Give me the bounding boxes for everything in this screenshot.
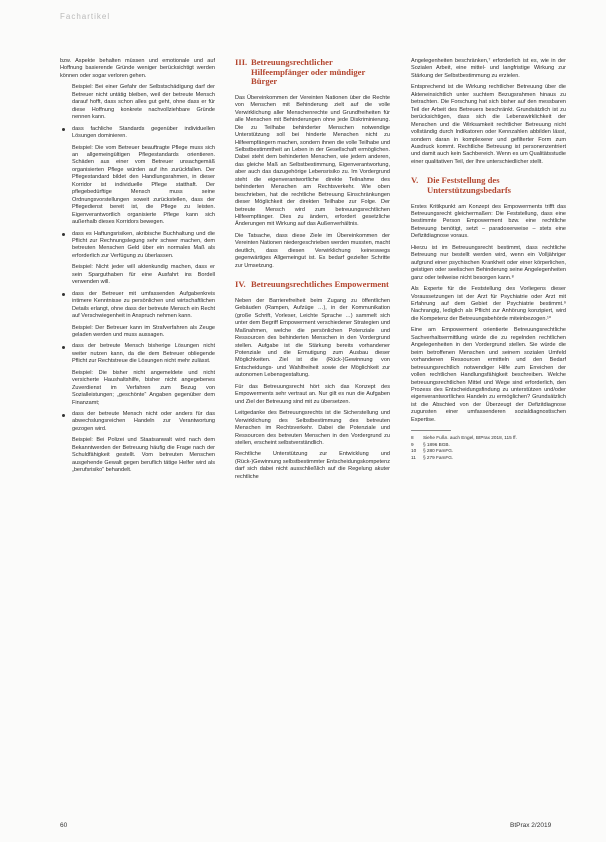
footnote [411,455,566,462]
footnote-text: § 280 FamFG. [423,448,454,454]
paragraph: Eine am Empowerment orientierte Betreuungsrechtliche Sachverhaltsermittlung würde die zu regelnden rechtlichen Angelegenheiten in den Vordergrund stellen. Sie würde die beim betroffenen Menschen und seinem sozialen Umfeld vorhandenen Ressourcen ermitteln und den Bedarf betreuungsrechtlich notwendiger Hilfe zum Erreichen der vollen rechtlichen Handlungsfähigkeit beschreiben. Welche betreuungsrechtlichen Mittel und Wege sind erforderlich, den Prozess des Entscheidungsfindung zu unterstützen und/oder eigenverantwortliches Handeln zu ermöglichen? Grundsätzlich ist die Abschied von der Überzeugt der Defizitdiagnose zugunsten einer umfassenderen sozialdiagnostischen Expertise. [411,327,566,423]
footnote [411,442,566,449]
section-heading [411,176,566,195]
page-number: 60 [60,822,68,829]
paragraph: bzw. Aspekte behalten müssen und emotionale und auf Hoffnung basierende Gründe weniger berücksichtigt werden können oder sogar verloren gehen. [60,58,215,79]
section-number: IV. [235,279,246,290]
example-paragraph: Beispiel: Die bisher nicht angemeldete und nicht versicherte Haushaltshilfe, bisher nicht angegebenes Zuverdienst im Verfahren zum Bezug von Sozialleistungen; „geschönte“ Angaben gegenüber dem Finanzamt; [72,369,215,406]
section-title: Die Feststellung des Unterstützungsbedarfs [427,175,512,195]
example-paragraph: Beispiel: Der Betreuer kann im Strafverfahren als Zeuge geladen werden und muss aussagen. [72,324,215,338]
paragraph: Erstes Kritikpunkt am Konzept des Empowerments trifft das Betreuungsrecht gleichermaßen: Die Feststellung, dass eine bestimmte Person Empowerment bzw. eine rechtliche Betreuung benötigt, setzt – paradoxerweise – stets eine Defizitdiagnose voraus. [411,203,566,240]
section-title: Betreuungsrechtliches Empowerment [251,279,389,290]
footnote [411,435,566,442]
example-paragraph: Beispiel: Die vom Betreuer beauftragte Pflege muss sich an allgemeingültigen Pflegestandards orientieren. Schäden aus einer vom Betreuer unsachgemäß organisierten Pflege würden auf ihn zurückfallen. Der Pflegestandard bildet den Handlungsrahmen, in dieser Korridor ist individuelle Pflege statthaft. Der pflegebedürftige Mensch muss seine Ordnungsvorstellungen soweit zurückstellen, dass der Pflegedienst bereit ist, die Pflege zu leisten. Eigenverantwortlich organisierte Pflege kann sich außerhalb dieses Korridors bewegen. [72,144,215,226]
footnotes [411,435,566,461]
bullet-item: dass der Betreuer mit umfassenden Aufgabenkreis intimere Kenntnisse zu persönlichen und wirtschaftlichen Details erlangt, ohne dass der betreute Mensch ein Recht auf Verschwiegenheit in Anspruch nehmen kann. [60,291,215,321]
footnote [411,448,566,455]
paragraph: Rechtliche Unterstützung zur Entwicklung und (Rück-)Gewinnung selbstbestimmter Entscheidungskompetenz darf sich dabei nicht ausschließlich auf die Regelung akuter rechtliche [235,451,390,480]
footnote-number: 10 [411,448,417,454]
example-paragraph: Beispiel: Bei einer Gefahr der Selbstschädigung darf der Betreuer nicht untätig bleiben, weil der betreute Mensch darauf hofft, dass schon alles gut geht, ohne dass er für diese Hoffnung konkrete nachvollziehbare Gründe nennen kann. [72,84,215,121]
column-right [411,58,566,810]
footnote-number: 8 [411,435,414,441]
footnote-number: 11 [411,455,416,460]
column-left [60,58,215,810]
footnote-number: 9 [411,441,414,447]
journal-issue: BtPrax 2/2019 [510,822,552,829]
section-heading [235,58,390,87]
paragraph: Entsprechend ist die Wirkung rechtlicher Betreuung über die Akteneinsichtlich unter suchtem Bezugsrahmen hinaus zu betrachten. Die Forschung hat sich bisher auf den messbaren Teil der Arbeit des Betreuers beschränkt. Grundsätzlich ist zu berücksichtigen, dass sich die Lebenswirklichkeit der Menschen und die Wirksamkeit rechtlicher Betreuung nicht vollständig durch Indikatoren oder Kennzahlen abbilden lässt, sondern daran in komplexerer und gefilterter Form zum Ausdruck kommt. Rechtliche Betreuung ist personenzentriert und damit auch kein Sachbereich. Wenn es um Qualitätsstudie einer qualitativen Teil, der Ihre unterschiedlicher stellt. [411,84,566,165]
paragraph: Angelegenheiten beschränken,⁷ erforderlich ist es, wie in der Sozialen Arbeit, eine mittel- und langfristige Wirkung zur Stärkung der Selbstbestimmung zu erzielen. [411,58,566,79]
example-paragraph: Beispiel: Bei Polizei und Staatsanwalt wird nach dem Bekanntwerden der Betreuung häufig die Frage nach der Schuldfähigkeit gestellt. Vom betreuten Menschen ausgehende Gewalt gegen beruflich tätige Helfer wird als „berufsrisiko“ behandelt. [72,437,215,474]
bullet-item: dass der betreute Mensch bisherige Lösungen nicht weiter nutzen kann, da die dem Betreuer obliegende Pflicht zur Rechtstreue die Lösungen nicht mehr zulässt. [60,343,215,365]
paragraph: Neben der Barrierefreiheit beim Zugang zu öffentlichen Gebäuden (Rampen, Aufzüge …), in der Kommunikation (große Schrift, Vorleser, Leichte Sprache …) sammelt sich unter dem Begriff Empowerment verschiedener Strategien und Maßnahmen, welche die persönlichen Potenziale und Ressourcen des behinderten Menschen in den Vordergrund stellen. Aufgabe ist die Stärkung bereits vorhandener Potenziale und die Ermutigung zum Ausbau dieser Möglichkeiten. Ziel ist die (Rück-)Gewinnung von Entscheidungs- und Wahlfreiheit sowie der Möglichkeit zur autonomen Lebensgestaltung. [235,297,390,379]
bullet-item: dass fachliche Standards gegenüber individuellen Lösungen dominieren. [60,126,215,141]
bullet-item: dass es Haftungsrisiken, akribische Buchhaltung und die Pflicht zur Rechnungslegung sehr schwer machen, dem betreuten Menschen Geld über ein normales Maß als erforderlich zur Verfügung zu überlassen. [60,231,215,261]
footnote-text: § 279 FamFG. [423,455,454,460]
section-number: III. [235,58,248,67]
paragraph: Die Tatsache, dass diese Ziele im Übereinkommen der Vereinten Nationen niedergeschrieben werden mussten, macht deutlich, dass diesen Verwirklichung keineswegs gegenwärtiges Allgemeingut ist. Es bedarf gezielter Schritte zur Umsetzung. [235,232,390,269]
paragraph: Als Experte für die Feststellung des Vorliegens dieser Voraussetzungen ist der Arzt für Psychiatrie oder Arzt mit Erfahrung auf dem Gebiet der Psychiatrie bestimmt.⁹ Nachrangig, lediglich als Pflicht zur Anhörung konzipiert, wird die Kompetenz der Betreuungsbehörde miteinbezogen.¹⁰ [411,286,566,322]
footnote-divider [411,430,451,431]
section-number: V. [411,175,419,186]
column-middle [235,58,390,810]
footnote-text: § 1896 BGB. [423,441,450,447]
footnote-text: Siehe Fußn. auch Engel, BtPrax 2018, 115 ff. [423,435,517,441]
running-header: Fachartikel [60,12,111,21]
paragraph: Leitgedanke des Betreuungsrechts ist die Sicherstellung und Verwirklichung des Selbstbestimmung des betreuten Menschen im Rechtsverkehr. Dabei die Potenziale und Ressourcen des betreuten Menschen in den Vordergrund zu stellen, erscheint selbstverständlich. [235,410,390,446]
paragraph: Das Übereinkommen der Vereinten Nationen über die Rechte von Menschen mit Behinderung zielt auf die volle Verwirklichung aller Menschenrechte und Grundfreiheiten für alle Menschen mit Behinderungen ohne jede Diskriminierung. Die zu Teilhabe behinderter Menschen notwendige Unterstützung soll bei hinderte Menschen nicht zu Hilfeempfängern machen, sondern ihnen die volle Teilhabe und Selbstbestimmtheit an Leben in der Gesellschaft ermöglichen. Dabei steht dem behinderten Menschen, wie jedem anderen, das gleiche Maß an Selbstbestimmung, Eigenverantwortung, aber auch das dazugehörige Lebensrisiko zu. Im Vordergrund steht die eigenverantwortliche direkte Teilnahme des behinderten Menschen am Rechtsverkehr. Wie oben beschrieben, hat die rechtliche Betreuung Einschränkungen dieser Möglichkeit der direkten Teilhabe zur Folge. Der betreute Mensch wird zum betreuungsrechtlichen Hilfeempfänger. Dies zu ändern, erfordert gesetzliche Änderungen mit Wirkung auf das Außenverhältnis. [235,94,390,228]
example-paragraph: Beispiel: Nicht jeder will aktenkundig machen, dass er sein Sparguthaben für eine Ausfahrt ins Bordell verwenden will. [72,264,215,286]
paragraph: Hierzu ist im Betreuungsrecht bestimmt, dass rechtliche Betreuung nur bestellt werden wird, wenn ein Volljähriger aufgrund einer psychischen Krankheit oder einer körperlichen, geistigen oder seelischen Behinderung seine Angelegenheiten ganz oder teilweise nicht besorgen kann.⁸ [411,244,566,281]
section-heading [235,280,390,290]
bullet-item: dass der betreute Mensch nicht oder anders für das abwechslungsreichen Handeln zur Verantwortung gezogen wird. [60,411,215,433]
paragraph: Für das Betreuungsrecht hört sich das Konzept des Empowerments sehr vertraut an. Nur gilt es nun die Aufgaben und Ziel der Betreuung sind mit zu übersetzen. [235,383,390,405]
section-title: Betreuungsrechtlicher Hilfeempfänger oder mündiger Bürger [251,58,366,87]
